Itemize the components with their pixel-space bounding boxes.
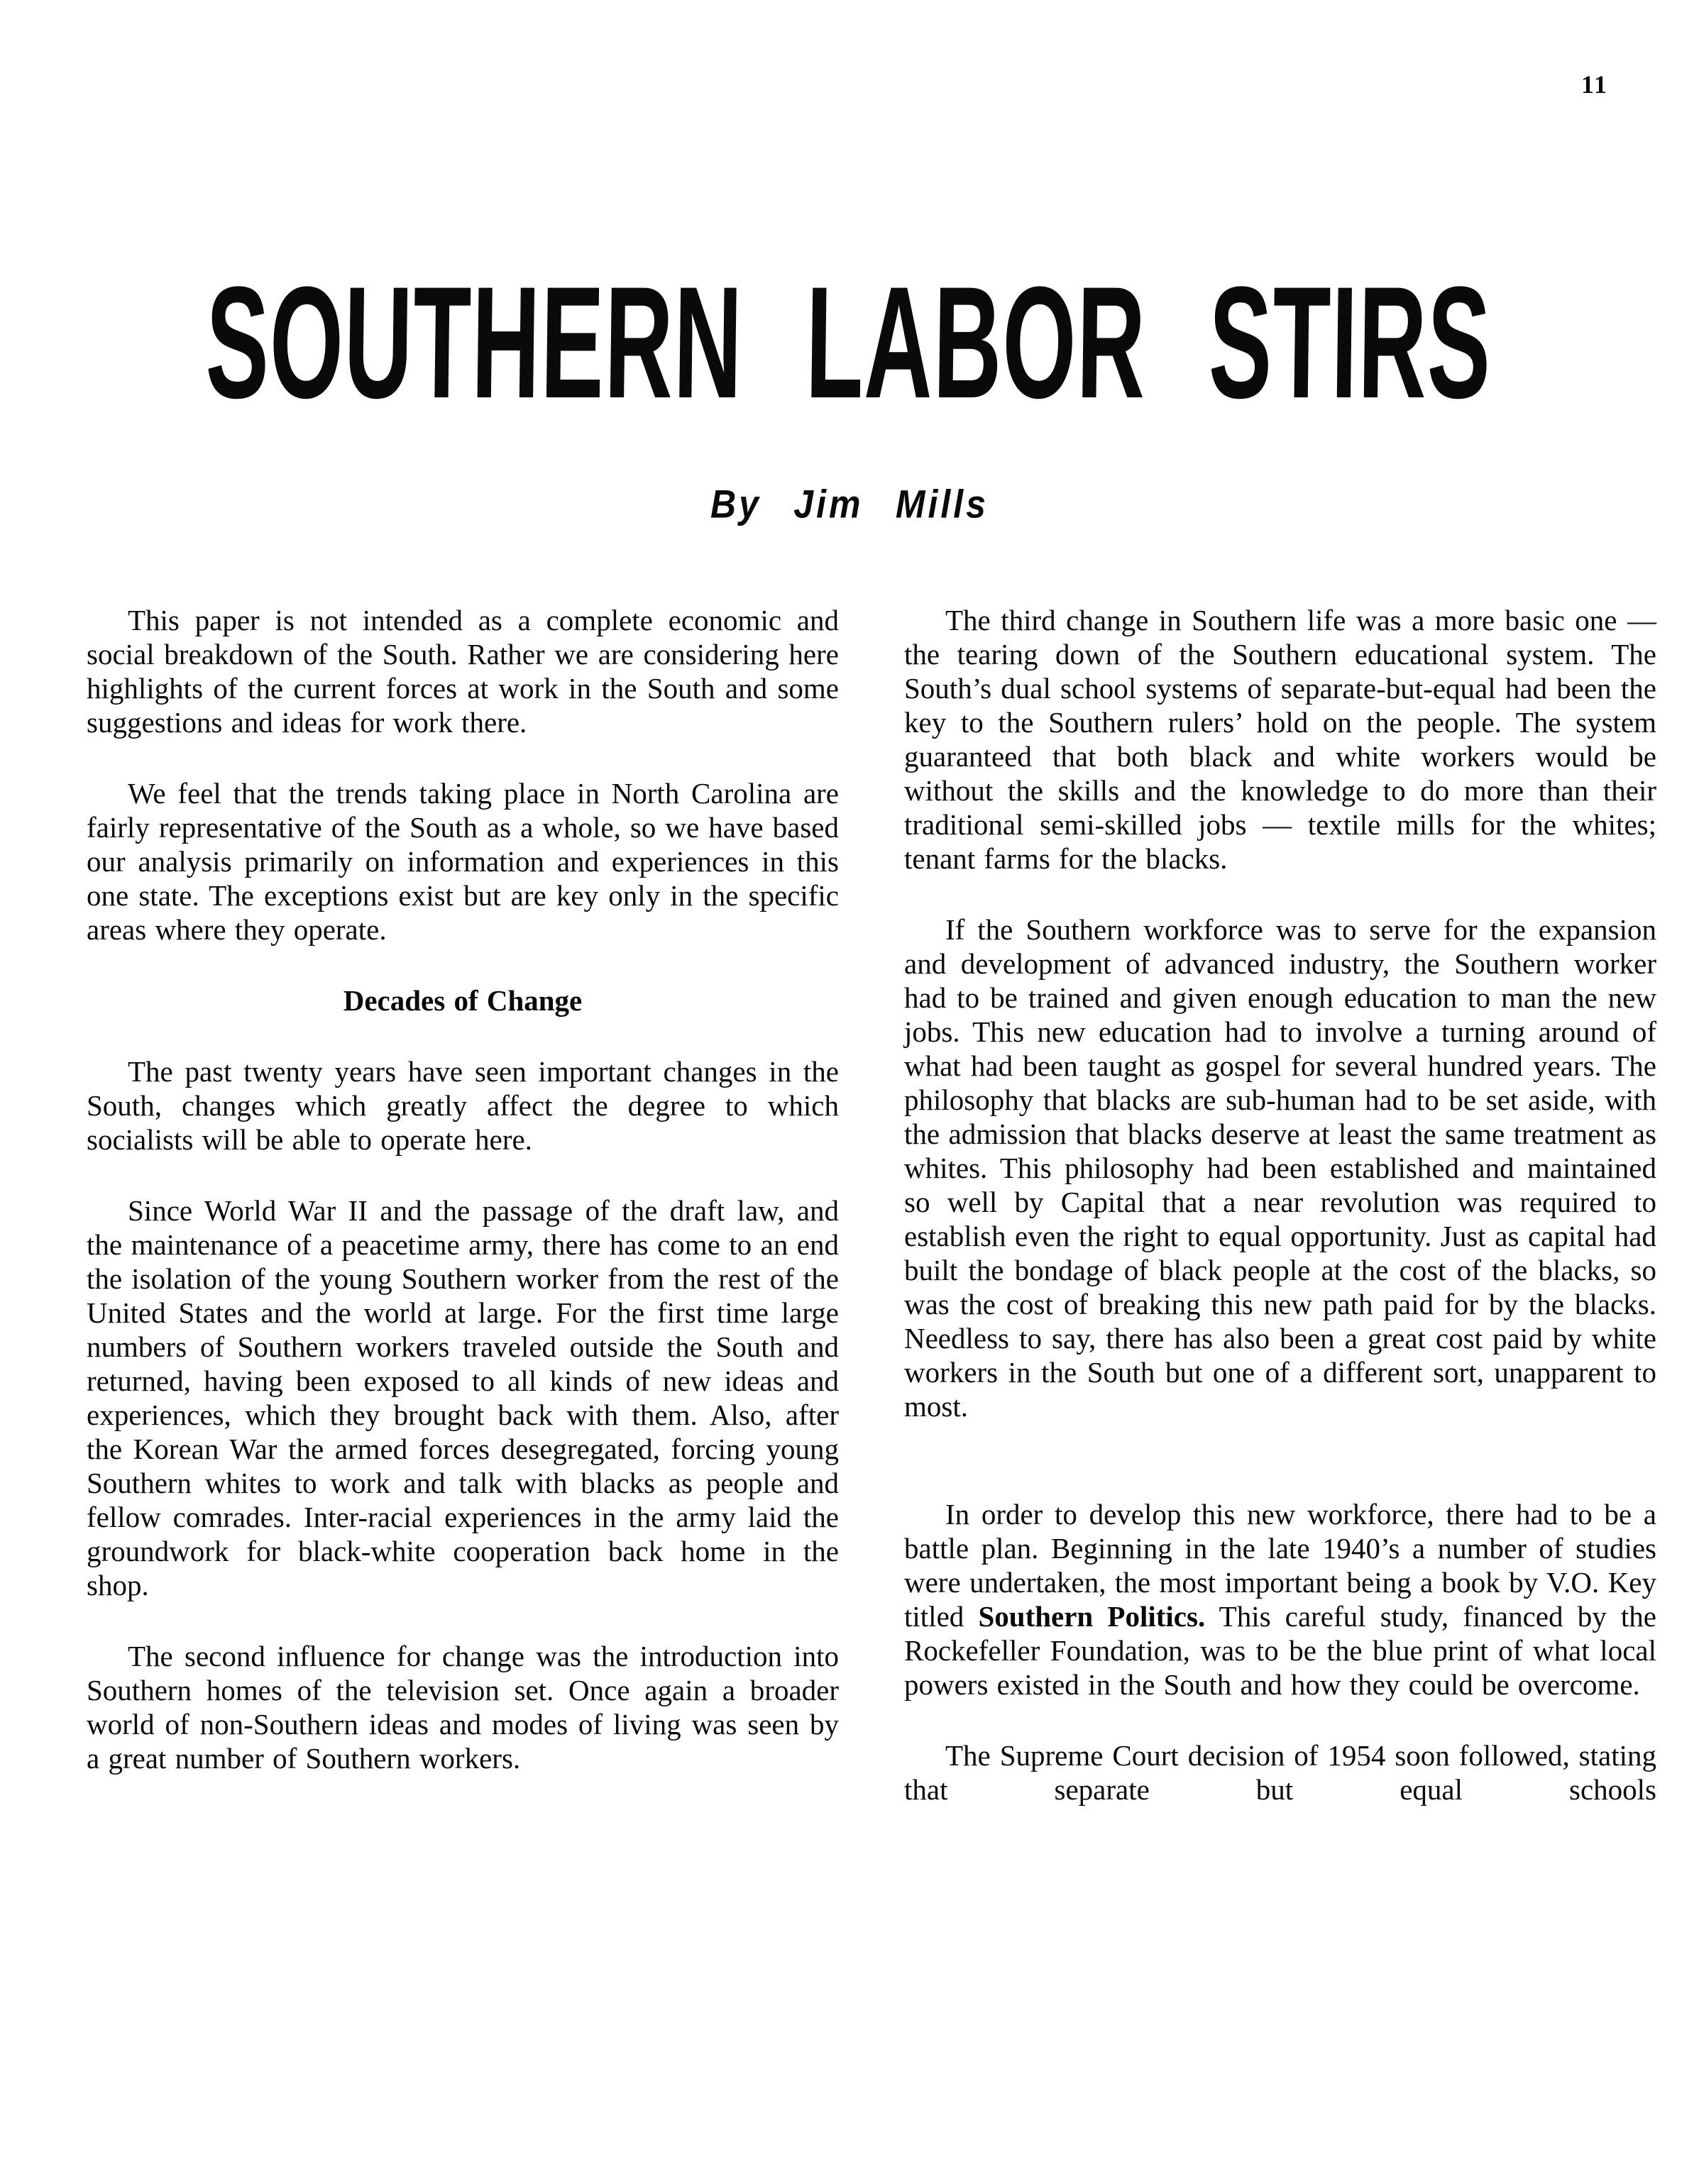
paragraph: The past twenty years have seen important changes in the South, changes which greatly affect the degree to which socialists will be able to operate here. [87,1055,839,1156]
paragraph: The third change in Southern life was a more basic one — the tearing down of the Southern educational system. The South’s dual school systems of separate-but-equal had been the key to the Southern rulers’ hold on the people. The system guaranteed that both black and white workers would be without the skills and the knowledge to do more than their traditional semi-skilled jobs — textile mills for the whites; tenant farms for the blacks. [904,604,1656,875]
paragraph: This paper is not intended as a complete economic and social breakdown of the South. Rather we are considering here highlights of the current forces at work in the South and some suggestions and ideas for work there. [87,604,839,739]
paragraph: We feel that the trends taking place in North Carolina are fairly representative of the South as a whole, so we have based our analysis primarily on information and experiences in this one state. The exceptions exist but are key only in the specific areas where they operate. [87,777,839,946]
paragraph-text: In order to develop this new workforce, there had to be a battle plan. Beginning in the late 1940’s a number of studies were undertaken, the most important being a book by V.O. Key titled [904,1498,1656,1633]
paragraph-closing: The Supreme Court decision of 1954 soon followed, stating that separate but equal schools [904,1739,1656,1806]
page-number: 11 [1581,70,1609,99]
section-heading-decades-of-change: Decades of Change [343,984,583,1017]
left-column [87,603,839,1812]
right-column [904,603,1656,1812]
paragraph: Since World War II and the passage of the draft law, and the maintenance of a peacetime army, there has come to an end the isolation of the young Southern worker from the rest of the United States and the world at large. For the first time large numbers of Southern workers traveled outside the South and returned, having been exposed to all kinds of new ideas and experiences, which they brought back with them. Also, after the Korean War the armed forces desegregated, forcing young Southern whites to work and talk with blacks as people and fellow comrades. Inter-racial experiences in the army laid the groundwork for black-white cooperation back home in the shop. [87,1194,839,1601]
paragraph: The second influence for change was the introduction into Southern homes of the television set. Once again a broader world of non-Southern ideas and modes of living was seen by a great number of Southern workers. [87,1640,839,1775]
paragraph-text: This careful study, financed by the Rockefeller Foundation, was to be the blue print of what local powers existed in the South and how they could be overcome. [904,1600,1656,1701]
page-title: SOUTHERN LABOR STIRS [204,253,1492,432]
paragraph: If the Southern workforce was to serve for the expansion and development of advanced industry, the Southern worker had to be trained and given enough education to man the new jobs. This new education had to involve a turning around of what had been taught as gospel for several hundred years. The philosophy that blacks are sub-human had to be set aside, with the admission that blacks deserve at least the same treatment as whites. This philosophy had been established and maintained so well by Capital that a near revolution was required to establish even the right to equal opportunity. Just as capital had built the bondage of black people at the cost of the blacks, so was the cost of breaking this new path paid for by the blacks. Needless to say, there has also been a great cost paid by white workers in the South but one of a different sort, unapparent to most. [904,913,1656,1423]
article-body [87,603,1656,1812]
byline: By Jim Mills [710,482,989,526]
paragraph-studies [904,1497,1656,1702]
book-title: Southern Politics. [978,1600,1206,1633]
